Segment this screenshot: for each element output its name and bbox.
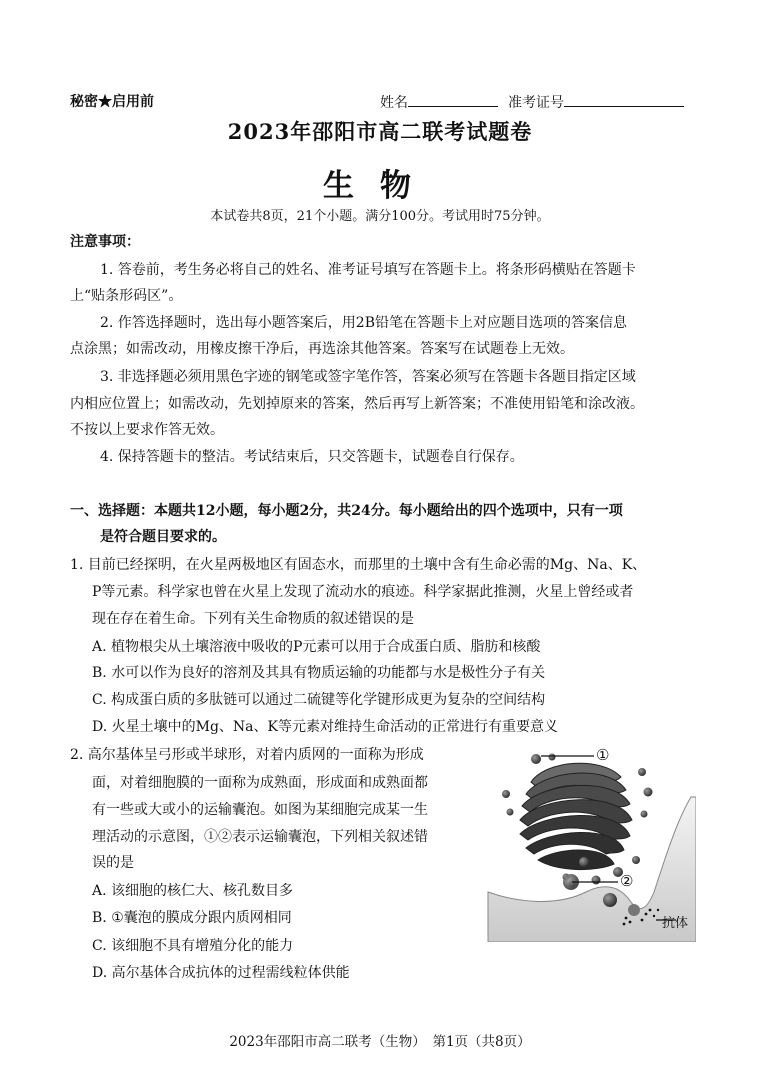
note-line: 2. 作答选择题时，选出每小题答案后，用2B铅笔在答题卡上对应题目选项的答案信息 [100, 315, 628, 331]
note-line: 不按以上要求作答无效。 [70, 422, 224, 438]
exam-id-field [508, 92, 684, 113]
q2-option-a: A. 该细胞的核仁大、核孔数目多 [92, 883, 294, 899]
note-line: 上“贴条形码区”。 [70, 288, 183, 304]
name-field [380, 92, 498, 113]
q1-option-b: B. 水可以作为良好的溶剂及其具有物质运输的功能都与水是极性分子有关 [92, 665, 546, 681]
q2-stem: 有一些或大或小的运输囊泡。如图为某细胞完成某一生 [92, 802, 428, 818]
q1-option-c: C. 构成蛋白质的多肽链可以通过二硫键等化学键形成更为复杂的空间结构 [92, 692, 546, 708]
q2-stem: 误的是 [92, 855, 134, 871]
name-label: 姓名 [380, 95, 408, 111]
notes-heading: 注意事项： [70, 234, 140, 250]
q1-stem: 现在存在着生命。下列有关生命物质的叙述错误的是 [92, 611, 414, 627]
subject-title: 生物 [323, 168, 437, 204]
note-line: 4. 保持答题卡的整洁。考试结束后，只交答题卡，试题卷自行保存。 [100, 449, 524, 465]
q1-stem: 1. 目前已经探明，在火星两极地区有固态水，而那里的土壤中含有生命必需的Mg、Na、K、 [70, 557, 647, 573]
exam-intro: 本试卷共8页，21个小题。满分100分。考试用时75分钟。 [210, 209, 550, 224]
note-line: 3. 非选择题必须用黑色字迹的钢笔或签字笔作答，答案必须写在答题卡各题目指定区域 [100, 369, 636, 385]
confidential-label: 秘密★启用前 [70, 94, 154, 110]
exam-id-label: 准考证号 [508, 95, 564, 111]
q2-stem: 面，对着细胞膜的一面称为成熟面，形成面和成熟面都 [92, 775, 428, 791]
q1-stem: P等元素。科学家也曾在火星上发现了流动水的痕迹。科学家据此推测，火星上曾经或者 [92, 584, 634, 600]
note-line: 1. 答卷前，考生务必将自己的姓名、准考证号填写在答题卡上。将条形码横贴在答题卡 [100, 262, 636, 278]
golgi-apparatus [520, 763, 632, 869]
name-blank [408, 92, 498, 107]
q1-option-a: A. 植物根尖从土壤溶液中吸收的P元素可以用于合成蛋白质、脂肪和核酸 [92, 639, 541, 655]
page-footer: 2023年邵阳市高二联考（生物） 第1页（共8页） [229, 1034, 531, 1050]
vesicle-label-1: ① [596, 746, 610, 764]
q2-option-c: C. 该细胞不具有增殖分化的能力 [92, 938, 294, 954]
vesicle-label-2: ② [620, 872, 634, 890]
q2-option-b: B. ①囊泡的膜成分跟内质网相同 [92, 910, 292, 926]
note-line: 点涂黑；如需改动，用橡皮擦干净后，再选涂其他答案。答案写在试题卷上无效。 [70, 341, 574, 357]
q1-option-d: D. 火星土壤中的Mg、Na、K等元素对维持生命活动的正常进行有重要意义 [92, 719, 558, 735]
q2-option-d: D. 高尔基体合成抗体的过程需线粒体供能 [92, 965, 350, 981]
section-heading-cont: 是符合题目要求的。 [100, 529, 226, 545]
antibody-label: 抗体 [662, 916, 689, 931]
exam-title: 2023年邵阳市高二联考试题卷 [227, 119, 533, 144]
section-heading: 一、选择题：本题共12小题，每小题2分，共24分。每小题给出的四个选项中，只有一项 [70, 503, 623, 519]
q2-stem: 2. 高尔基体呈弓形或半球形，对着内质网的一面称为形成 [70, 747, 424, 763]
exam-id-blank [564, 92, 684, 107]
note-line: 内相应位置上；如需改动，先划掉原来的答案，然后再写上新答案；不准使用铅笔和涂改液。 [70, 396, 644, 412]
q2-stem: 理活动的示意图，①②表示运输囊泡，下列相关叙述错 [92, 829, 428, 845]
